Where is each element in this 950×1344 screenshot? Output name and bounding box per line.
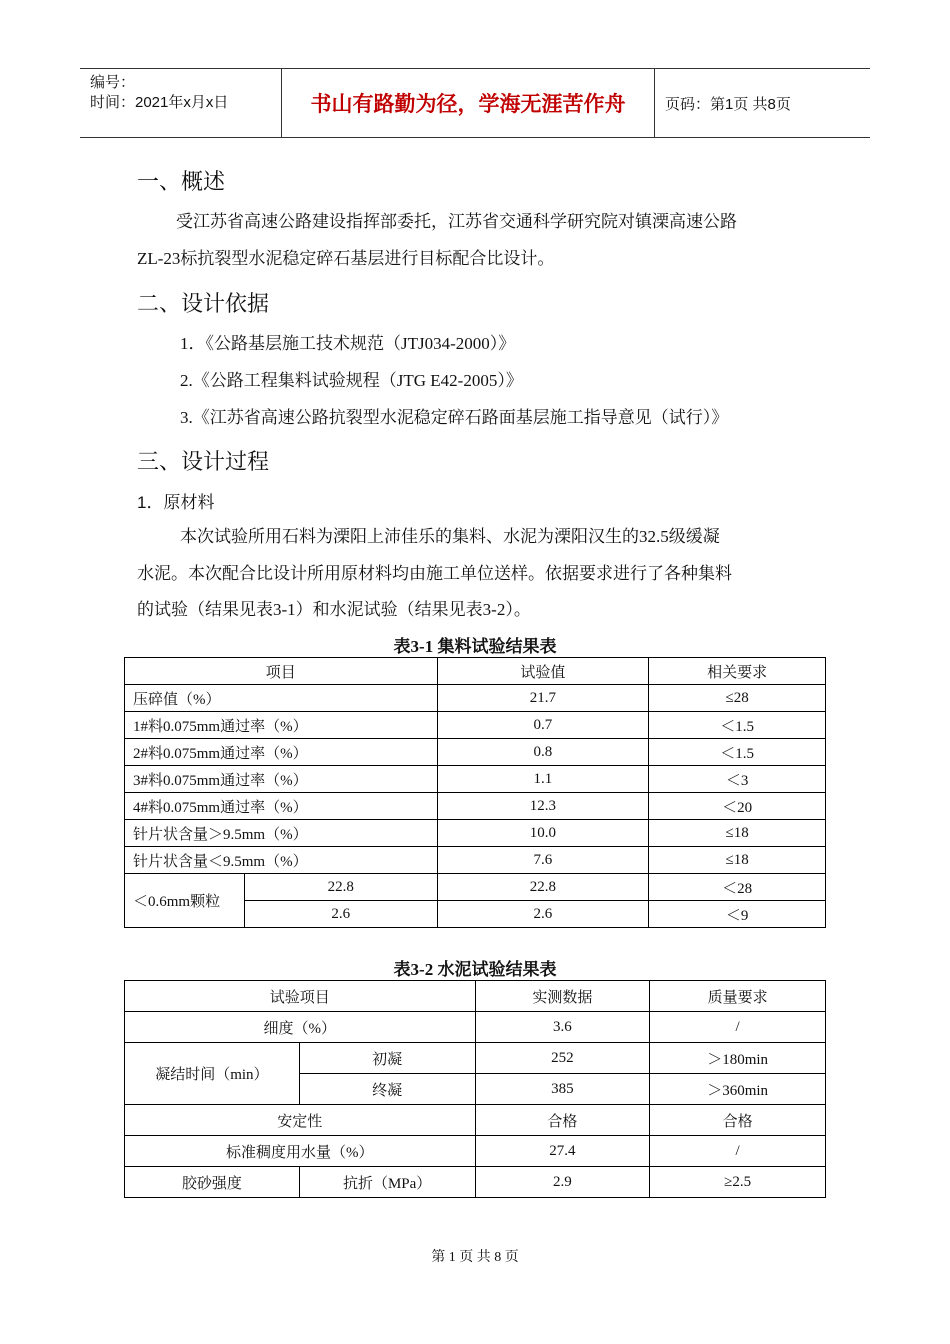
table-cell-value: 1.1 [437, 766, 649, 793]
table-cell-item: 针片状含量＞9.5mm（%） [125, 820, 438, 847]
table-cell-requirement: ＞180min [650, 1043, 826, 1074]
table-cell-requirement: ＜28 [649, 874, 826, 901]
table-cell-sub: 22.8 [244, 874, 437, 901]
table-row [125, 712, 826, 739]
table-cell-value: 252 [475, 1043, 650, 1074]
reference-item-1: 1．《公路基层施工技术规范（JTJ034-2000）》 [180, 334, 516, 353]
table-header: 项目 [125, 658, 438, 685]
section-1-para-line1: 受江苏省高速公路建设指挥部委托，江苏省交通科学研究院对镇溧高速公路 [176, 212, 737, 231]
table-cell-item: 针片状含量＜9.5mm（%） [125, 847, 438, 874]
fine-particle-label: ＜0.6mm颗粒 [125, 874, 245, 928]
table-cell-requirement: ＜3 [649, 766, 826, 793]
setting-time-label: 凝结时间（min） [125, 1043, 300, 1105]
table-cell-item: 2#料0.075mm通过率（%） [125, 739, 438, 766]
section-2-title: 二、设计依据 [137, 291, 270, 316]
table-cell-value: 21.7 [437, 685, 649, 712]
table-header-row [125, 658, 826, 685]
table-cell-value: 2.9 [475, 1167, 650, 1198]
table-header: 实测数据 [475, 981, 650, 1012]
table-cell-requirement: ≥2.5 [650, 1167, 826, 1198]
table-cell-requirement: ≤18 [649, 847, 826, 874]
subsection-raw-materials: 1．原材料 [137, 493, 215, 512]
table-cell-value: 0.8 [437, 739, 649, 766]
table-cell-requirement: ≤18 [649, 820, 826, 847]
table-cell-sub: 2.6 [244, 901, 437, 928]
page-footer: 第 1 页 共 8 页 [431, 1250, 519, 1265]
table-cell-value: 27.4 [475, 1136, 650, 1167]
table-cell-item: 1#料0.075mm通过率（%） [125, 712, 438, 739]
reference-item-3: 3.《江苏省高速公路抗裂型水泥稳定碎石路面基层施工指导意见（试行）》 [180, 408, 729, 427]
cement-test-table [124, 980, 826, 1198]
table-cell-sub: 终凝 [299, 1074, 475, 1105]
table-row [125, 1043, 826, 1074]
table-header: 试验值 [437, 658, 649, 685]
table-2-caption: 表3-2 水泥试验结果表 [393, 960, 557, 979]
header-left [80, 69, 282, 137]
table-row [125, 685, 826, 712]
section-3-para-line3: 的试验（结果见表3-1）和水泥试验（结果见表3-2）。 [137, 600, 531, 619]
table-header-row [125, 981, 826, 1012]
table-row [125, 739, 826, 766]
table-cell-item: 标准稠度用水量（%） [125, 1136, 476, 1167]
document-header [80, 68, 870, 138]
table-row [125, 847, 826, 874]
table-cell-value: 2.6 [437, 901, 649, 928]
table-cell-value: 22.8 [437, 874, 649, 901]
aggregate-test-table [124, 657, 826, 928]
section-1-title: 一、概述 [137, 169, 226, 194]
table-cell-requirement: ＜9 [649, 901, 826, 928]
table-cell-requirement: 合格 [650, 1105, 826, 1136]
table-cell-requirement: / [650, 1012, 826, 1043]
section-3-para-line2: 水泥。本次配合比设计所用原材料均由施工单位送样。依据要求进行了各种集料 [137, 564, 732, 583]
mortar-strength-label: 胶砂强度 [125, 1167, 300, 1198]
table-cell-requirement: ＜20 [649, 793, 826, 820]
table-cell-value: 合格 [475, 1105, 650, 1136]
table-header: 相关要求 [649, 658, 826, 685]
section-3-title: 三、设计过程 [137, 449, 270, 474]
table-header: 质量要求 [650, 981, 826, 1012]
table-cell-requirement: ＜1.5 [649, 739, 826, 766]
section-1-para-line2: ZL-23标抗裂型水泥稳定碎石基层进行目标配合比设计。 [137, 249, 555, 268]
table-cell-value: 385 [475, 1074, 650, 1105]
date-label: 时间：2021年x月x日 [90, 94, 229, 111]
table-cell-value: 3.6 [475, 1012, 650, 1043]
motto: 书山有路勤为径，学海无涯苦作舟 [282, 69, 655, 137]
table-cell-value: 12.3 [437, 793, 649, 820]
table-row [125, 1136, 826, 1167]
table-header: 试验项目 [125, 981, 476, 1012]
reference-item-2: 2.《公路工程集料试验规程（JTG E42-2005）》 [180, 371, 523, 390]
table-cell-value: 7.6 [437, 847, 649, 874]
table-cell-requirement: ＜1.5 [649, 712, 826, 739]
table-cell-item: 4#料0.075mm通过率（%） [125, 793, 438, 820]
table-row [125, 874, 826, 901]
section-3-para-line1: 本次试验所用石料为溧阳上沛佳乐的集料、水泥为溧阳汉生的32.5级缓凝 [180, 527, 720, 546]
number-label: 编号： [90, 74, 136, 91]
table-row [125, 820, 826, 847]
table-cell-sub: 抗折（MPa） [299, 1167, 475, 1198]
table-cell-item: 安定性 [125, 1105, 476, 1136]
table-1-caption: 表3-1 集料试验结果表 [393, 637, 557, 656]
table-cell-item: 细度（%） [125, 1012, 476, 1043]
table-cell-requirement: ≤28 [649, 685, 826, 712]
table-row [125, 793, 826, 820]
table-cell-value: 10.0 [437, 820, 649, 847]
table-cell-item: 压碎值（%） [125, 685, 438, 712]
table-cell-requirement: / [650, 1136, 826, 1167]
table-cell-sub: 初凝 [299, 1043, 475, 1074]
table-cell-value: 0.7 [437, 712, 649, 739]
table-row [125, 1012, 826, 1043]
table-row [125, 1105, 826, 1136]
page-label: 页码：第1页 共8页 [665, 95, 791, 113]
table-cell-item: 3#料0.075mm通过率（%） [125, 766, 438, 793]
table-cell-requirement: ＞360min [650, 1074, 826, 1105]
table-row [125, 766, 826, 793]
table-row [125, 1167, 826, 1198]
